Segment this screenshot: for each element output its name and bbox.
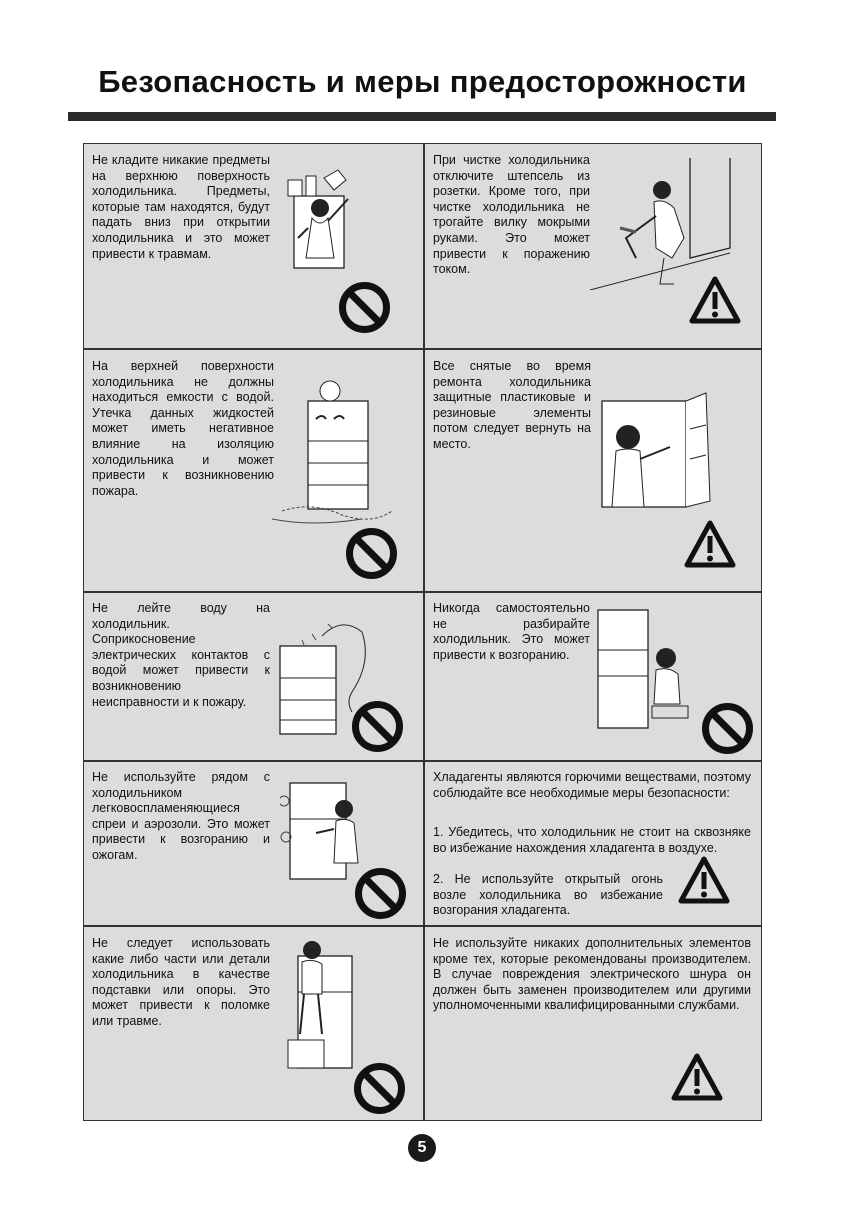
prohibition-icon bbox=[353, 1062, 406, 1115]
prohibition-icon bbox=[345, 527, 398, 580]
cleaning-woman-illustration bbox=[590, 158, 740, 290]
safety-cell-refrigerant bbox=[424, 761, 763, 925]
safety-cell-water-containers bbox=[84, 349, 423, 591]
warning-triangle-icon bbox=[671, 1052, 723, 1102]
cell-text: На верхней поверхности холодильника не должны находиться емкости с водой. Утечка данных жидкостей может иметь негативное влияние на изоляцию холодильника и может привести к возникновению пожара. bbox=[92, 359, 274, 498]
warning-triangle-icon bbox=[689, 275, 741, 325]
fridge-woman-illustration bbox=[284, 166, 372, 274]
page-number-badge: 5 bbox=[408, 1134, 436, 1162]
disassembling-fridge-illustration bbox=[596, 606, 696, 732]
cell-text: Не используйте никаких дополнительных элементов кроме тех, которые рекомендованы производителем. В случае повреждения электрического шнура он должен быть заменен производителем или другими уполномоченными квалифицированными службами. bbox=[433, 936, 751, 1013]
safety-grid bbox=[83, 143, 762, 1121]
safety-cell-no-disassembly bbox=[424, 592, 763, 760]
spilled-water-fridge-illustration bbox=[272, 379, 397, 525]
cell-text: Не лейте воду на холодильник. Соприкосновение электрических контактов с водой может привести к возникновению неисправности и к пожару. bbox=[92, 601, 270, 709]
safety-cell-objects-on-top bbox=[84, 144, 423, 348]
prohibition-icon bbox=[354, 867, 407, 920]
cell-text: Никогда самостоятельно не разбирайте холодильник. Это может привести к возгоранию. bbox=[433, 601, 590, 662]
safety-cell-no-water bbox=[84, 592, 423, 760]
page-title: Безопасность и меры предосторожности bbox=[98, 64, 747, 99]
cell-text: Не следует использовать какие либо части или детали холодильника в качестве подставки или опоры. Это может привести к поломке или травме. bbox=[92, 936, 270, 1028]
warning-triangle-icon bbox=[684, 519, 736, 569]
safety-cell-approved-parts bbox=[424, 926, 763, 1122]
refrigerant-item-2: 2. Не используйте открытый огонь возле холодильника во избежание возгорания хладагента. bbox=[433, 872, 663, 918]
cell-text: При чистке холодильника отключите штепсель из розетки. Кроме того, при чистке холодильника не трогайте вилку мокрыми руками. Это может привести к поражению током. bbox=[433, 153, 590, 277]
prohibition-icon bbox=[338, 281, 391, 334]
cell-text: Не кладите никакие предметы на верхнюю поверхность холодильника. Предметы, которые там находятся, будут падать вниз при открытии холодильника и это может привести к травмам. bbox=[92, 153, 270, 261]
warning-triangle-icon bbox=[678, 855, 730, 905]
refrigerant-intro: Хладагенты являются горючими веществами, поэтому соблюдайте все необходимые меры безопасности: bbox=[433, 770, 751, 800]
title-underline bbox=[68, 112, 776, 121]
cell-text: Не используйте рядом с холодильником легковоспламеняющиеся спреи и аэрозоли. Это может привести к возгоранию и ожогам. bbox=[92, 770, 270, 862]
safety-cell-no-support bbox=[84, 926, 423, 1122]
prohibition-icon bbox=[701, 702, 754, 755]
prohibition-icon bbox=[351, 700, 404, 753]
cell-text-block bbox=[433, 770, 751, 808]
safety-cell-no-sprays bbox=[84, 761, 423, 925]
open-fridge-woman-illustration bbox=[598, 389, 714, 511]
safety-cell-unplug-cleaning bbox=[424, 144, 763, 348]
safety-cell-return-parts bbox=[424, 349, 763, 591]
cell-text: Все снятые во время ремонта холодильника защитные пластиковые и резиновые элементы потом следует вернуть на место. bbox=[433, 359, 591, 451]
standing-on-fridge-illustration bbox=[280, 940, 360, 1072]
refrigerant-item-1: 1. Убедитесь, что холодильник не стоит на сквозняке во избежание нахождения хладагента в воздухе. bbox=[433, 825, 751, 855]
